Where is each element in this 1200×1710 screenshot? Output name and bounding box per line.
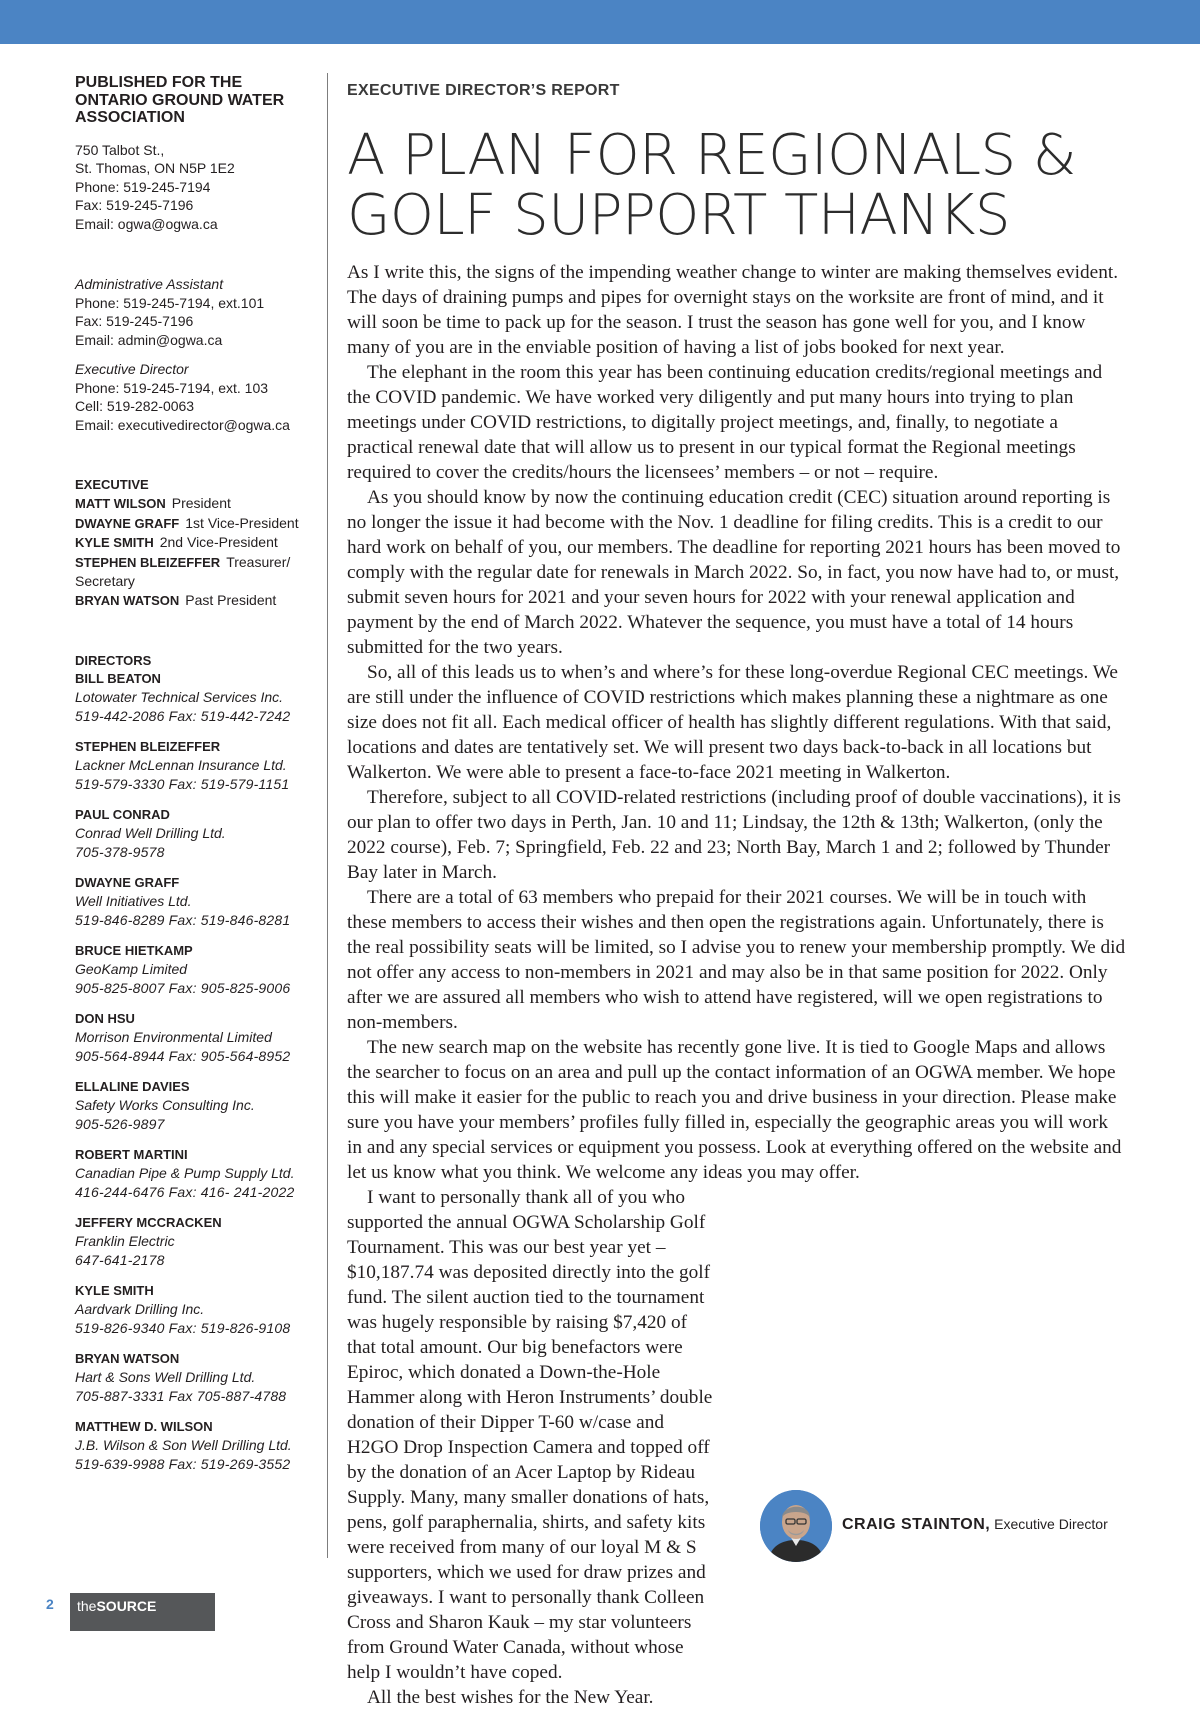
contact-role: Executive Director <box>75 361 189 377</box>
director-entry <box>75 738 315 794</box>
association-address <box>75 141 315 234</box>
member-role: 1st Vice-President <box>185 514 299 531</box>
director-phone: 519-826-9340 Fax: 519-826-9108 <box>75 1320 291 1336</box>
column-divider <box>327 73 328 1558</box>
director-entry <box>75 874 315 930</box>
executive-heading: EXECUTIVE <box>75 477 149 492</box>
director-phone: 647-641-2178 <box>75 1252 165 1268</box>
publisher-heading: PUBLISHED FOR THE ONTARIO GROUND WATER ASSOCIATION <box>75 74 285 126</box>
executive-member <box>75 553 315 591</box>
article-paragraph: Therefore, subject to all COVID-related restrictions (including proof of double vaccinations), it is our plan to offer two days in Perth, Jan. 10 and 11; Lindsay, the 12th & 13th; Walkerton, (only the 2022 course), Feb. 7; Springfield, Feb. 22 and 23; North Bay, March 1 and 2; followed by Thunder Bay later in March. <box>347 787 1121 883</box>
directors-list <box>75 652 315 1474</box>
article <box>347 82 1127 1710</box>
executive-director-contact <box>75 360 315 434</box>
contact-line: Phone: 519-245-7194, ext. 103 <box>75 379 269 396</box>
author-title: Executive Director <box>994 1516 1108 1532</box>
member-name: BRYAN WATSON <box>75 592 180 608</box>
director-company: Conrad Well Drilling Ltd. <box>75 825 226 841</box>
director-name: JEFFERY MCCRACKEN <box>75 1215 222 1230</box>
member-role: 2nd Vice-President <box>159 534 278 550</box>
page-number: 2 <box>46 1596 54 1612</box>
director-entry <box>75 1146 315 1202</box>
author-name: CRAIG STAINTON, <box>842 1516 991 1533</box>
director-company: Canadian Pipe & Pump Supply Ltd. <box>75 1165 295 1181</box>
contact-line: Cell: 519-282-0063 <box>75 398 195 414</box>
address-line: 750 Talbot St., <box>75 141 165 158</box>
director-phone: 905-825-8007 Fax: 905-825-9006 <box>75 980 291 996</box>
director-entry <box>75 942 315 998</box>
headline-line: A PLAN FOR REGIONALS & <box>347 123 1077 188</box>
director-name: DON HSU <box>75 1011 135 1026</box>
director-name: BRUCE HIETKAMP <box>75 943 193 958</box>
director-company: Well Initiatives Ltd. <box>75 893 192 909</box>
contact-line: Email: executivedirector@ogwa.ca <box>75 416 290 433</box>
article-headline <box>347 123 1127 248</box>
director-phone: 705-887-3331 Fax 705-887-4788 <box>75 1388 287 1404</box>
director-name: MATTHEW D. WILSON <box>75 1419 213 1434</box>
director-entry <box>75 1282 315 1338</box>
contact-line: Email: admin@ogwa.ca <box>75 331 223 348</box>
member-role: President <box>171 495 231 511</box>
masthead-sidebar <box>75 74 315 1486</box>
address-line: Phone: 519-245-7194 <box>75 178 211 195</box>
article-paragraph: The elephant in the room this year has been continuing education credits/regional meetings and the COVID pandemic. We have worked very diligently and put many hours into trying to plan meetings under COVID restrictions, to digitally project meetings, and, finally, to negotiate a practical renewal date that will allow us to present in our typical format the Regional meetings required to cover the credits/hours the licensees’ members – or not – require. <box>347 362 1103 483</box>
executive-list <box>75 476 315 610</box>
director-phone: 519-442-2086 Fax: 519-442-7242 <box>75 708 291 724</box>
director-phone: 519-846-8289 Fax: 519-846-8281 <box>75 912 291 928</box>
director-phone: 905-564-8944 Fax: 905-564-8952 <box>75 1048 291 1064</box>
director-phone: 519-639-9988 Fax: 519-269-3552 <box>75 1456 291 1472</box>
member-role: Treasurer/ Secretary <box>75 553 291 589</box>
contact-line: Fax: 519-245-7196 <box>75 313 194 329</box>
article-paragraph: All the best wishes for the New Year. <box>367 1687 654 1708</box>
director-entry <box>75 1078 315 1134</box>
article-paragraph: The new search map on the website has recently gone live. It is tied to Google Maps and allows the searcher to focus on an area and pull up the contact information of an OGWA member. We hope this will make it easier for the public to reach you and drive business in your direction. Please make sure you have your members’ profiles fully filled in, especially the geographic areas you will work in and any special services or equipment you possess. Look at everything offered on the website and let us know what you think. We welcome any ideas you may offer. <box>347 1037 1122 1183</box>
director-entry <box>75 1418 315 1474</box>
address-line: St. Thomas, ON N5P 1E2 <box>75 160 235 176</box>
member-role: Past President <box>185 591 277 608</box>
director-entry <box>75 1010 315 1066</box>
director-company: Aardvark Drilling Inc. <box>75 1301 205 1317</box>
member-name: STEPHEN BLEIZEFFER <box>75 554 221 570</box>
director-entry <box>75 1350 315 1406</box>
address-line: Email: ogwa@ogwa.ca <box>75 215 218 232</box>
author-credit <box>842 1516 1108 1534</box>
article-body <box>347 260 1127 1710</box>
director-name: ROBERT MARTINI <box>75 1147 188 1162</box>
magazine-name: SOURCE <box>96 1598 157 1614</box>
author-portrait-icon <box>760 1490 832 1562</box>
director-company: Hart & Sons Well Drilling Ltd. <box>75 1369 256 1385</box>
director-entry <box>75 670 315 726</box>
director-phone: 905-526-9897 <box>75 1116 165 1132</box>
director-company: J.B. Wilson & Son Well Drilling Ltd. <box>75 1437 292 1453</box>
article-paragraph: So, all of this leads us to when’s and where’s for these long-overdue Regional CEC meetings. We are still under the influence of COVID restrictions which makes planning these a nightmare as one size does not fit all. Each medical officer of health has slightly different regulations. With that said, locations and dates are tentatively set. We will present two days back-to-back in all locations but Walkerton. We were able to present a face-to-face 2021 meeting in Walkerton. <box>347 662 1118 783</box>
director-company: Lotowater Technical Services Inc. <box>75 689 284 705</box>
member-name: KYLE SMITH <box>75 535 154 550</box>
director-company: Safety Works Consulting Inc. <box>75 1097 255 1113</box>
director-name: BILL BEATON <box>75 671 161 686</box>
top-color-band <box>0 0 1200 44</box>
director-name: BRYAN WATSON <box>75 1351 180 1366</box>
magazine-prefix: the <box>77 1598 97 1614</box>
director-entry <box>75 806 315 862</box>
contact-role: Administrative Assistant <box>75 276 224 292</box>
director-name: ELLALINE DAVIES <box>75 1079 190 1094</box>
author-avatar <box>760 1490 832 1562</box>
article-paragraph: I want to personally thank all of you who supported the annual OGWA Scholarship Golf Tournament. This was our best year yet – $10,187.74 was deposited directly into the golf fund. The silent auction tied to the tournament was hugely responsible by raising $7,420 of that total amount. Our big benefactors were Epiroc, which donated a Down-the-Hole Hammer along with Heron Instruments’ double donation of their Dipper T-60 w/case and H2GO Drop Inspection Camera and topped off by the donation of an Acer Laptop by Rideau Supply. Many, many smaller donations of hats, pens, golf paraphernalia, shirts, and safety kits were received from many of our loyal M & S supporters, which we used for draw prizes and giveaways. I want to personally thank Colleen Cross and Sharon Kauk – my star volunteers from Ground Water Canada, without whose help I wouldn’t have coped. <box>347 1187 713 1683</box>
article-paragraph: There are a total of 63 members who prepaid for their 2021 courses. We will be in touch with these members to access their wishes and then open the registrations again. Unfortunately, there is the real possibility seats will be limited, so I advise you to renew your membership promptly. We did not offer any access to non-members in 2021 and may also be in that same position for 2022. Only after we are assured all members who wish to attend have registered, will we open registrations to non-members. <box>347 887 1126 1033</box>
executive-member <box>75 514 315 534</box>
director-phone: 519-579-3330 Fax: 519-579-1151 <box>75 776 290 792</box>
headline-line: GOLF SUPPORT THANKS <box>347 183 1010 248</box>
director-phone: 416-244-6476 Fax: 416- 241-2022 <box>75 1184 295 1200</box>
director-company: Morrison Environmental Limited <box>75 1029 272 1045</box>
director-company: GeoKamp Limited <box>75 961 188 977</box>
director-name: DWAYNE GRAFF <box>75 875 180 890</box>
member-name: MATT WILSON <box>75 496 166 511</box>
director-company: Lackner McLennan Insurance Ltd. <box>75 757 287 773</box>
magazine-tab <box>70 1593 215 1631</box>
executive-member <box>75 494 315 514</box>
article-paragraph: As I write this, the signs of the impending weather change to winter are making themselves evident. The days of draining pumps and pipes for overnight stays on the worksite are front of mind, and it will soon be time to pack up for the season. I trust the season has gone well for you, and I know many of you are in the enviable position of having a list of jobs booked for next year. <box>347 262 1119 358</box>
executive-member <box>75 533 315 553</box>
director-phone: 705-378-9578 <box>75 844 165 860</box>
director-name: KYLE SMITH <box>75 1283 154 1298</box>
director-name: PAUL CONRAD <box>75 807 170 822</box>
member-name: DWAYNE GRAFF <box>75 515 180 531</box>
article-paragraph: As you should know by now the continuing education credit (CEC) situation around reporting is no longer the issue it had become with the Nov. 1 deadline for filing credits. This is a credit to our hard work on behalf of you, our members. The deadline for reporting 2021 hours has been moved to comply with the regular date for renewals in March 2022. So, in fact, you now have had to, or must, submit seven hours for 2021 and your seven hours for 2022 with your renewal application and payment by the end of March 2022. Whatever the sequence, you must have a total of 14 hours submitted for the two years. <box>347 487 1121 658</box>
directors-heading: DIRECTORS <box>75 653 152 668</box>
director-company: Franklin Electric <box>75 1233 175 1249</box>
admin-contact <box>75 275 315 349</box>
section-kicker: EXECUTIVE DIRECTOR’S REPORT <box>347 82 620 99</box>
address-line: Fax: 519-245-7196 <box>75 197 194 213</box>
director-entry <box>75 1214 315 1270</box>
contact-line: Phone: 519-245-7194, ext.101 <box>75 294 265 311</box>
executive-member <box>75 591 315 611</box>
magazine-logo <box>77 1598 156 1614</box>
director-name: STEPHEN BLEIZEFFER <box>75 739 221 754</box>
